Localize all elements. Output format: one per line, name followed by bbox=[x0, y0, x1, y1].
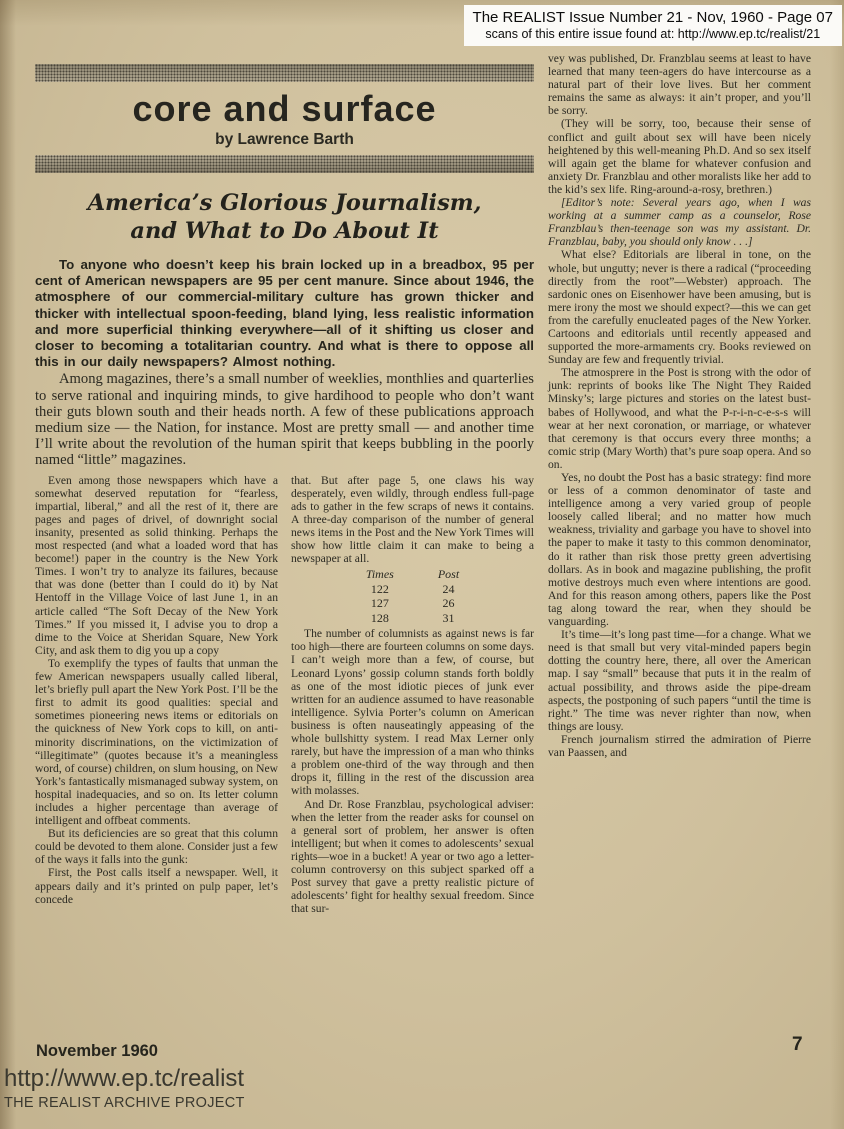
left-section bbox=[35, 52, 534, 915]
paragraph: Even among those newspapers which have a somewhat deserved reputation for “fearless, impartial, liberal,” and all the rest of it, there are pages and pages of drivel, of downright social insanity, presented as solid thinking. Perhaps the most respected (and what a loaded word that has become!) paper in the country is the New York Times. I won’t try to analyze its failures, because that was done (better than I could do it) by Nat Hentoff in the Village Voice of last June 1, in an article called “The Soft Decay of the New York Times.” If you missed it, I advise you to drop a dime to the Voice at Sheridan Square, New York City, and ask them to dig you up a copy bbox=[35, 473, 278, 657]
paragraph: Yes, no doubt the Post has a basic strategy: find more or less of a common denominator of taste and intelligence among a very varied group of people loosely called liberal; and no matter how much weakness, triviality and garbage you have to shovel into the paper to make it tasty to this common denominator, do it rather than risk those pretty green advertising dollars. As in book and magazine publishing, the profit motive destroys much even where intentions are good. And for this reason among others, papers like the Post tag along toward the rear, when they should be vanguarding. bbox=[548, 471, 811, 629]
news-items-table bbox=[344, 567, 481, 625]
scan-info-box bbox=[464, 5, 842, 46]
paragraph: that. But after page 5, one claws his way desperately, even wildly, through endless full-page ads to gather in the few scraps of news it contains. A three-day comparison of the number of general news items in the Post and the New York Times will show how little claim it can make to being a newspaper at all. bbox=[291, 473, 534, 566]
table-header-row bbox=[344, 567, 481, 582]
intro-serif-paragraph: Among magazines, there’s a small number of weeklies, monthlies and quarterlies to serve rational and inquiring minds, to give hardihood to people who don’t want their guts blown south and their heads north. A few of these publications approach medium size — the Nation, for instance. Most are pretty small — and another time I’ll write about the revolution of the human spirit that keeps bubbling in the poorly named “little” magazines. bbox=[35, 371, 534, 469]
table-header-post: Post bbox=[437, 567, 460, 582]
halftone-bar-top bbox=[35, 64, 534, 82]
paragraph: But its deficiencies are so great that this column could be devoted to them alone. Consider just a few of the ways it falls into the gunk: bbox=[35, 827, 278, 867]
table-cell: 26 bbox=[442, 596, 455, 611]
table-cell: 127 bbox=[370, 596, 389, 611]
paragraph: To exemplify the types of faults that unman the few American newspapers usually called liberal, let’s briefly pull apart the New York Post. I’ll be the first to admit its good qualities: special and sometimes pioneering news items or editorials on the quickness of New York cops to kill, on anti-minority discriminations, on the victimization of “illegitimate” (quotes because it’s a meaningless word, of course) children, on slum housing, on New York’s fantastically mismanaged subway system, on hospital inadequacies, and so on. Its letter column includes a higher percentage than average of intelligent and offbeat comments. bbox=[35, 656, 278, 828]
article-title bbox=[35, 189, 534, 245]
page-number: 7 bbox=[792, 1034, 803, 1055]
column-byline: by Lawrence Barth bbox=[215, 131, 354, 148]
paragraph: The atmosprere in the Post is strong with the odor of junk: reprints of books like The Night They Raided Minsky’s; large pictures and stories on the latest bust-babes of Hollywood, and what the P-r-i-n-c-e-s-s will wear at her next coronation, or marriage, or whatever that ceremony is that occurs every three months; a comic strip (Mary Worth) that’s pure soap opera. And so on. bbox=[548, 366, 811, 471]
body-column-2 bbox=[291, 474, 534, 916]
table-cell: 128 bbox=[370, 610, 389, 625]
editors-note: [Editor’s note: Several years ago, when I was working at a summer camp as a counselor, Rose Franzblau’s then-teenage son was my assistant. Dr. Franzblau, baby, you should only know . . .] bbox=[548, 196, 811, 249]
halftone-bar-bottom bbox=[35, 155, 534, 173]
archive-url: http://www.ep.tc/realist bbox=[4, 1065, 245, 1092]
table-cell: 122 bbox=[370, 581, 389, 596]
table-header-times: Times bbox=[365, 567, 394, 582]
body-column-3 bbox=[548, 52, 811, 915]
paragraph: The number of columnists as against news is far too high—there are fourteen columns on some days. I can’t weigh more than a few, of course, but Leonard Lyons’ gossip column stands forth boldly as one of the most idiotic pieces of junk ever written for an audience assumed to have reasonable intelligence. Sylvia Porter’s column on American business is often nauseatingly appeasing of the whole bullshitty system. I read Max Lerner only rarely, but have the impression of a man who thinks a problem one-third of the way through and then drops it, filling in the rest of the discussion area with molasses. bbox=[291, 627, 534, 798]
scan-info-issue: The REALIST Issue Number 21 - Nov, 1960 - Page 07 bbox=[472, 9, 833, 26]
table-row bbox=[344, 596, 481, 611]
table-row bbox=[344, 582, 481, 597]
column-banner bbox=[35, 64, 534, 173]
paragraph: (They will be sorry, too, because their sense of conflict and guilt about sex will have been nicely heightened by this well-meaning Ph.D. And so sex itself will again get the blame for whatever confusion and anxiety Dr. Franzblau and other moralists like her add to the kid’s sex life. Ring-around-a-rosy, brethren.) bbox=[548, 117, 811, 196]
banner-inner bbox=[35, 82, 534, 155]
page-content bbox=[35, 52, 811, 915]
paragraph: And Dr. Rose Franzblau, psychological adviser: when the letter from the reader asks for counsel on a general sort of problem, her answer is often intelligent; but when it comes to adolescents’ sexual rights—woe in a bucket! A year or two ago a letter-column controversy on this subject sparked off a Post survey that gave a pretty realistic picture of adolescents’ fight for healthy sexual freedom. Since that sur- bbox=[291, 797, 534, 916]
two-column-body bbox=[35, 474, 534, 916]
body-column-1 bbox=[35, 474, 278, 916]
issue-date: November 1960 bbox=[36, 1042, 158, 1060]
paragraph: vey was published, Dr. Franzblau seems at least to have learned that many teen-agers do have intercourse as a natural part of their love lives. But her comment remains the same as always: it ain’t proper, and you’ll be sorry. bbox=[548, 52, 811, 118]
table-cell: 24 bbox=[442, 581, 455, 596]
paragraph: What else? Editorials are liberal in tone, on the whole, but ungutty; never is there a radical (“proceeding directly from the root”—Webster) approach. The sardonic ones on Eisenhower have been amusing, but is mere irony the most we should expect?—this we can get from the carefully enucleated pages of the New Yorker. Cartoons and editorials until recently appeased and supported the more-armaments cry. Books reviewed on Sunday are few and frequently trivial. bbox=[548, 248, 811, 367]
scan-info-url: scans of this entire issue found at: http://www.ep.tc/realist/21 bbox=[485, 27, 821, 41]
archive-project-label: THE REALIST ARCHIVE PROJECT bbox=[4, 1095, 245, 1111]
paragraph: It’s time—it’s long past time—for a change. What we need is that small but very vital-minded papers begin dotting the country here, there, all over the American map. I say “small” because that puts it in the realm of actual possibility, and throws aside the pipe-dream aspects, the postponing of such papers “until the time is right.” The time was never righter than now, when things are lousy. bbox=[548, 628, 811, 733]
paragraph: First, the Post calls itself a newspaper. Well, it appears daily and it’s printed on pulp paper, let’s concede bbox=[35, 866, 278, 906]
table-cell: 31 bbox=[442, 610, 455, 625]
paragraph: French journalism stirred the admiration of Pierre van Paassen, and bbox=[548, 732, 811, 759]
article-title-line1: America’s Glorious Journalism, bbox=[87, 190, 482, 216]
intro-bold-paragraph: To anyone who doesn’t keep his brain locked up in a breadbox, 95 per cent of American newspapers are 95 per cent manure. Since about 1946, the atmosphere of our commercial-military culture has grown thicker and thicker with intellectual spoon-feeding, bland lying, less realistic information and more superficial thinking everywhere—all of it shifting us closer and closer to becoming a totalitarian country. And what is there to oppose all this in our daily newspapers? Almost nothing. bbox=[35, 257, 534, 370]
article-title-line2: and What to Do About It bbox=[130, 218, 439, 244]
table-row bbox=[344, 611, 481, 626]
column-title: core and surface bbox=[132, 88, 437, 129]
